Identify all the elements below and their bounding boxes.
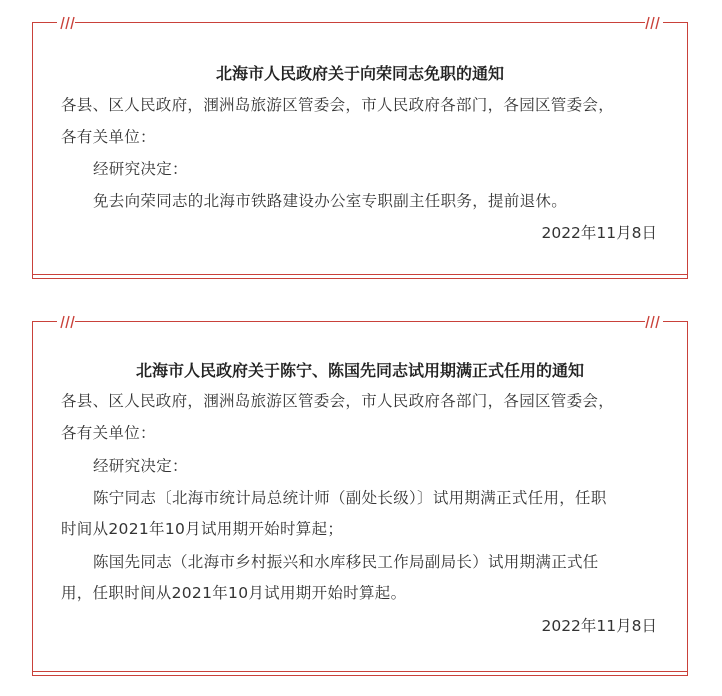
decision-text: 陈宁同志〔北海市统计局总统计师（副处长级）〕试用期满正式任用，任职: [93, 489, 607, 507]
bottom-divider: [32, 274, 688, 279]
notice-card-2: [32, 321, 688, 676]
bottom-divider: [32, 671, 688, 676]
double-slash-icon: [57, 16, 75, 30]
decision-text: 时间从2021年10月试用期开始时算起；: [61, 520, 344, 538]
notice-card-1: [32, 22, 688, 279]
double-slash-icon: [645, 315, 663, 329]
decision-text: 用，任职时间从2021年10月试用期开始时算起。: [61, 584, 407, 602]
addressee-line: 各县、区人民政府，涠洲岛旅游区管委会，市人民政府各部门，各园区管委会，: [61, 96, 615, 114]
notice-title: 北海市人民政府关于陈宁、陈国先同志试用期满正式任用的通知: [135, 361, 584, 380]
notice-date: 2022年11月8日: [541, 224, 657, 242]
addressee-line: 各有关单位：: [61, 424, 156, 442]
decision-text: 免去向荣同志的北海市铁路建设办公室专职副主任职务，提前退休。: [93, 192, 568, 210]
addressee-line: 各县、区人民政府，涠洲岛旅游区管委会，市人民政府各部门，各园区管委会，: [61, 392, 615, 410]
notice-title: 北海市人民政府关于向荣同志免职的通知: [215, 64, 504, 83]
double-slash-icon: [645, 16, 663, 30]
decision-text: 陈国先同志（北海市乡村振兴和水库移民工作局副局长）试用期满正式任: [93, 553, 599, 571]
notice-date: 2022年11月8日: [541, 617, 657, 635]
double-slash-icon: [57, 315, 75, 329]
decision-intro: 经研究决定：: [93, 160, 188, 178]
addressee-line: 各有关单位：: [61, 128, 156, 146]
decision-intro: 经研究决定：: [93, 457, 188, 475]
